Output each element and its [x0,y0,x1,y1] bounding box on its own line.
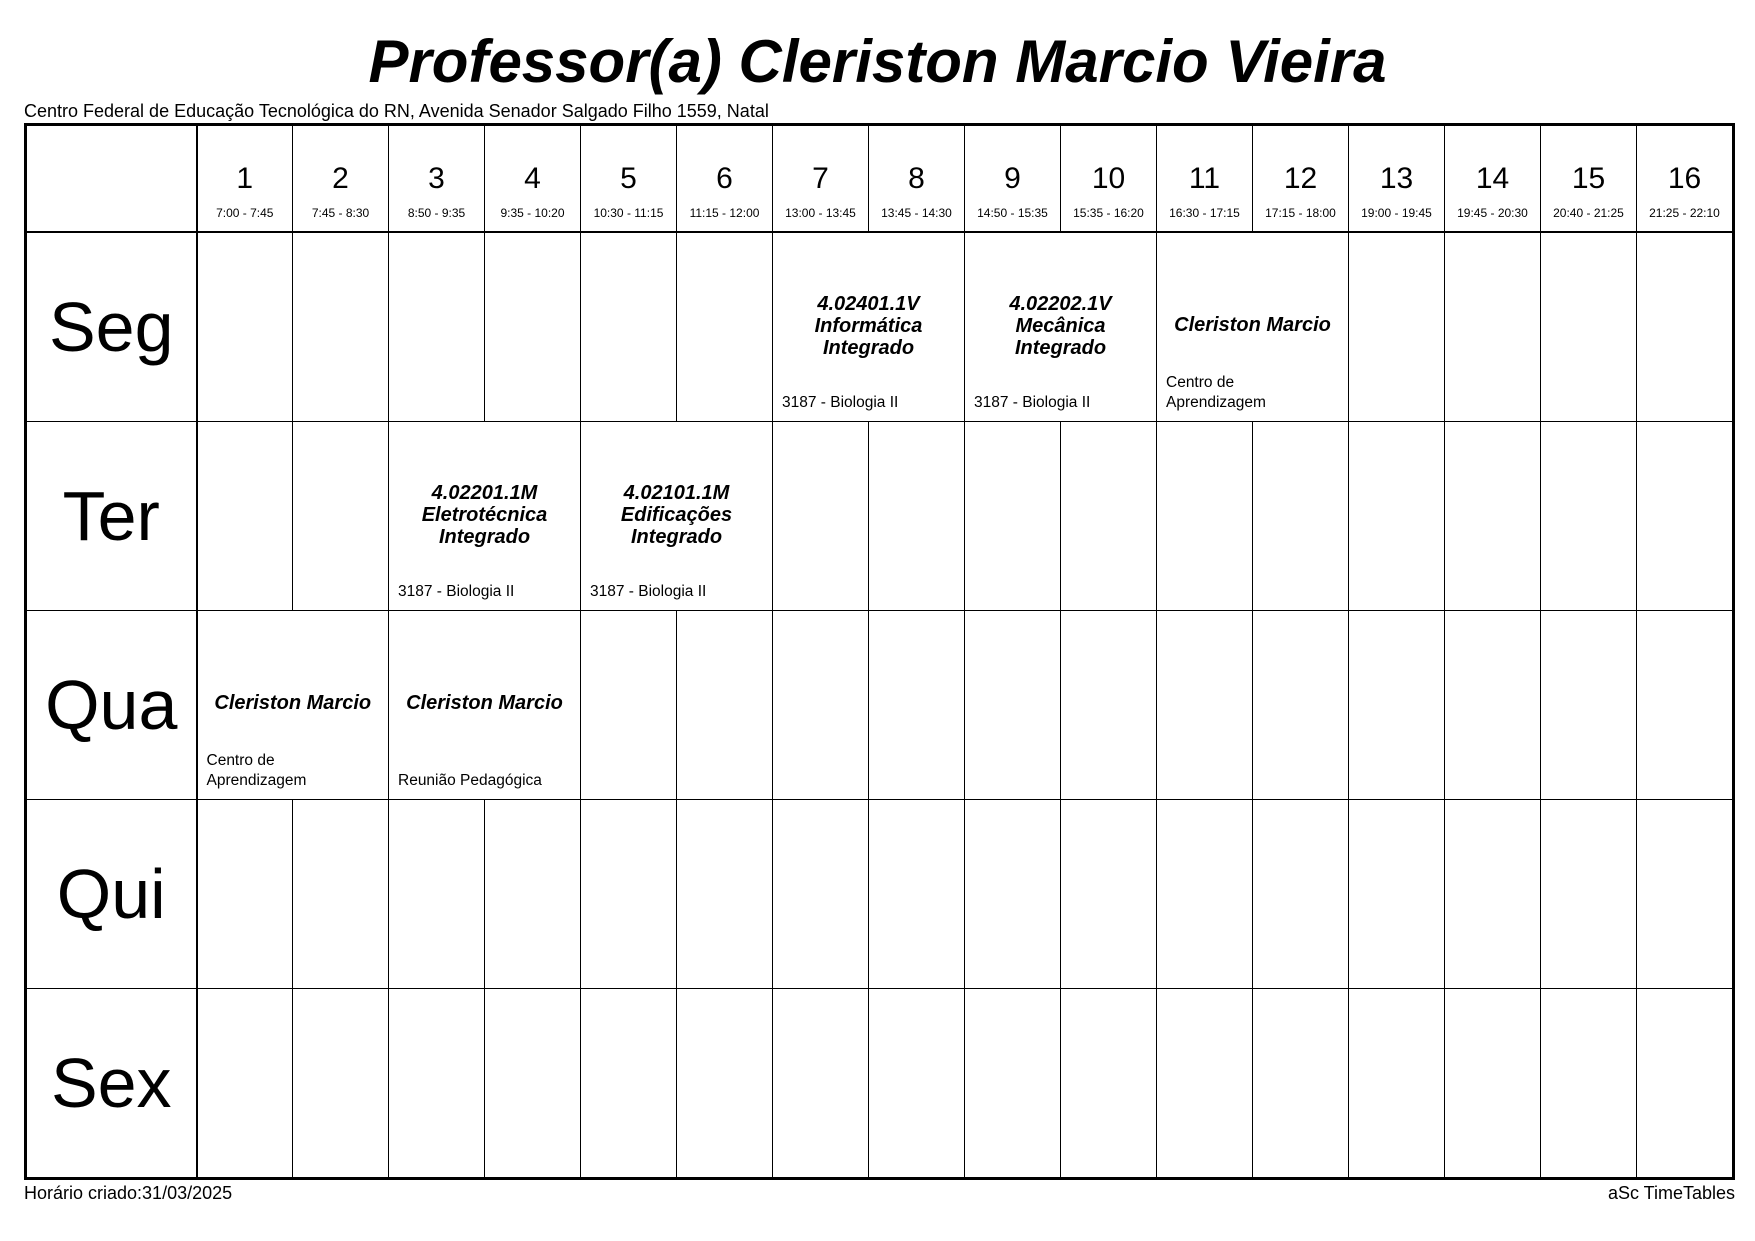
empty-slot [1637,422,1733,611]
lesson-subject-line: Aprendizagem [206,772,307,790]
empty-slot [1445,989,1541,1178]
empty-slot [1061,422,1157,611]
empty-slot [389,800,485,989]
day-row-qui [27,800,1733,989]
empty-slot [1061,800,1157,989]
lesson-subject-line: Reunião Pedagógica [398,772,542,790]
period-number: 2 [332,162,349,195]
empty-slot [965,989,1061,1178]
period-time: 13:45 - 14:30 [881,206,952,220]
empty-slot [1157,611,1253,800]
lesson-class-info [585,482,768,548]
empty-slot [1637,232,1733,422]
empty-slot [293,232,389,422]
day-label-cell [27,422,197,611]
period-time: 15:35 - 16:20 [1073,206,1144,220]
day-label: Qui [56,855,166,934]
period-header-10 [1061,126,1157,232]
empty-slot [197,232,293,422]
lesson-content [965,233,1156,422]
day-row-qua [27,611,1733,800]
empty-slot [1541,800,1637,989]
period-time: 17:15 - 18:00 [1265,206,1336,220]
period-header-9 [965,126,1061,232]
lesson-class-line: Cleriston Marcio [406,692,563,715]
lesson-class-line: Integrado [822,336,915,359]
lesson-class-line: Integrado [630,526,723,549]
period-number: 10 [1091,162,1126,195]
day-row-seg [27,232,1733,422]
period-header-15 [1541,126,1637,232]
lesson-subject [974,393,1152,413]
lesson-card[interactable] [197,611,389,800]
lesson-card[interactable] [965,232,1157,422]
empty-slot [965,422,1061,611]
lesson-card[interactable] [1157,232,1349,422]
empty-slot [1637,800,1733,989]
empty-slot [1637,611,1733,800]
empty-slot [293,800,389,989]
lesson-class-line: 4.02201.1M [431,482,538,505]
empty-slot [965,611,1061,800]
lesson-content [389,611,580,799]
period-number: 4 [524,162,541,195]
period-time: 8:50 - 9:35 [407,206,466,220]
period-header-13 [1349,126,1445,232]
lesson-class-line: Integrado [438,526,531,549]
lesson-class-line: 4.02101.1M [623,482,730,505]
timetable-grid [24,123,1735,1180]
empty-slot [197,800,293,989]
period-header-7 [773,126,869,232]
period-header-12 [1253,126,1349,232]
lesson-subject-line: 3187 - Biologia II [974,394,1091,412]
empty-slot [1253,611,1349,800]
period-number: 5 [620,162,637,195]
lesson-class-info [393,482,576,548]
period-number: 11 [1188,162,1221,195]
lesson-card[interactable] [389,611,581,800]
lesson-class-info [202,692,385,714]
empty-slot [1157,422,1253,611]
empty-slot [581,800,677,989]
lesson-subject [782,393,960,413]
lesson-content [389,422,580,610]
lesson-subject-line: 3187 - Biologia II [398,583,515,601]
empty-slot [197,422,293,611]
lesson-content [581,422,772,610]
lesson-class-info [777,293,960,359]
empty-slot [389,989,485,1178]
lesson-subject [207,751,385,791]
period-number: 14 [1475,162,1510,195]
lesson-subject [398,771,576,791]
period-number: 15 [1571,162,1606,195]
empty-slot [581,232,677,422]
lesson-card[interactable] [581,422,773,611]
lesson-subject [398,582,576,602]
empty-slot [581,611,677,800]
lesson-subject-line: 3187 - Biologia II [590,583,707,601]
empty-slot [773,989,869,1178]
lesson-class-info [1161,314,1344,336]
empty-slot [1349,989,1445,1178]
empty-slot [1541,232,1637,422]
empty-slot [1349,232,1445,422]
day-label-cell [27,800,197,989]
empty-slot [677,232,773,422]
empty-slot [1157,989,1253,1178]
period-number: 12 [1283,162,1318,195]
day-label: Seg [48,287,174,366]
empty-slot [485,232,581,422]
lesson-class-line: Mecânica [1015,314,1106,337]
lesson-card[interactable] [389,422,581,611]
empty-slot [1445,800,1541,989]
empty-slot [581,989,677,1178]
period-header-3 [389,126,485,232]
period-time: 7:45 - 8:30 [311,206,370,220]
period-time: 9:35 - 10:20 [500,206,565,220]
timetable [26,125,1733,1178]
page-title: Professor(a) Cleriston Marcio Vieira [368,28,1387,95]
empty-slot [485,800,581,989]
empty-slot [1253,989,1349,1178]
period-time: 13:00 - 13:45 [785,206,856,220]
period-header-2 [293,126,389,232]
lesson-class-line: Cleriston Marcio [214,692,372,715]
empty-slot [869,611,965,800]
lesson-class-line: Informática [814,314,923,337]
period-time: 16:30 - 17:15 [1169,206,1240,220]
period-header-row [27,126,1733,232]
lesson-content [773,233,964,422]
day-label-cell [27,232,197,422]
empty-slot [1253,422,1349,611]
period-header-5 [581,126,677,232]
empty-slot [1637,989,1733,1178]
lesson-class-line: Cleriston Marcio [1174,313,1331,336]
empty-slot [485,989,581,1178]
day-label-cell [27,611,197,800]
lesson-subject-line: Centro de [206,752,275,770]
empty-slot [1253,800,1349,989]
lesson-content [1157,233,1348,422]
period-header-11 [1157,126,1253,232]
lesson-subject-line: Aprendizagem [1166,394,1266,412]
period-time: 11:15 - 12:00 [689,206,760,220]
period-number: 1 [236,162,254,195]
empty-slot [1445,611,1541,800]
lesson-class-line: 4.02401.1V [817,292,920,315]
empty-slot [1157,800,1253,989]
empty-slot [869,800,965,989]
period-time: 19:00 - 19:45 [1361,206,1432,220]
empty-slot [293,989,389,1178]
empty-slot [1349,611,1445,800]
lesson-subject-line: Centro de [1166,374,1235,392]
period-time: 19:45 - 20:30 [1457,206,1528,220]
period-time: 10:30 - 11:15 [593,206,664,220]
empty-slot [1541,989,1637,1178]
corner-cell [27,126,197,232]
lesson-class-line: Eletrotécnica [421,504,548,527]
empty-slot [1349,800,1445,989]
empty-slot [389,232,485,422]
empty-slot [773,611,869,800]
period-number: 3 [428,162,445,195]
day-row-ter [27,422,1733,611]
period-time: 20:40 - 21:25 [1553,206,1624,220]
empty-slot [1541,422,1637,611]
period-header-4 [485,126,581,232]
empty-slot [677,800,773,989]
period-number: 9 [1004,162,1021,195]
lesson-subject [1166,373,1344,413]
school-address: Centro Federal de Educação Tecnológica do RN, Avenida Senador Salgado Filho 1559, Natal [24,101,769,121]
empty-slot [1061,989,1157,1178]
day-label: Qua [45,666,178,745]
lesson-class-line: Integrado [1014,336,1107,359]
software-credit: aSc TimeTables [1607,1183,1735,1203]
empty-slot [1541,611,1637,800]
day-label: Sex [50,1044,172,1122]
empty-slot [1349,422,1445,611]
empty-slot [773,800,869,989]
empty-slot [677,989,773,1178]
created-date: Horário criado:31/03/2025 [24,1183,233,1203]
period-time: 7:00 - 7:45 [216,206,274,220]
empty-slot [293,422,389,611]
lesson-subject [590,582,768,602]
empty-slot [197,989,293,1178]
lesson-class-line: Edificações [620,504,733,527]
empty-slot [773,422,869,611]
lesson-subject-line: 3187 - Biologia II [782,394,899,412]
lesson-content [198,611,389,799]
lesson-card[interactable] [773,232,965,422]
empty-slot [1061,611,1157,800]
empty-slot [869,989,965,1178]
period-number: 6 [716,162,733,195]
lesson-class-info [969,293,1152,359]
empty-slot [965,800,1061,989]
period-number: 7 [812,162,829,195]
period-header-1 [197,126,293,232]
period-time: 21:25 - 22:10 [1649,206,1720,220]
period-number: 13 [1379,162,1414,195]
period-header-6 [677,126,773,232]
lesson-class-info [393,692,576,714]
period-number: 8 [908,162,925,195]
empty-slot [869,422,965,611]
period-time: 14:50 - 15:35 [977,206,1048,220]
empty-slot [1445,232,1541,422]
day-label-cell [27,989,197,1178]
period-header-8 [869,126,965,232]
lesson-class-line: 4.02202.1V [1009,292,1112,315]
day-label: Ter [62,477,160,556]
empty-slot [677,611,773,800]
empty-slot [1445,422,1541,611]
period-header-16 [1637,126,1733,232]
day-row-sex [27,989,1733,1178]
period-number: 16 [1667,162,1702,195]
period-header-14 [1445,126,1541,232]
